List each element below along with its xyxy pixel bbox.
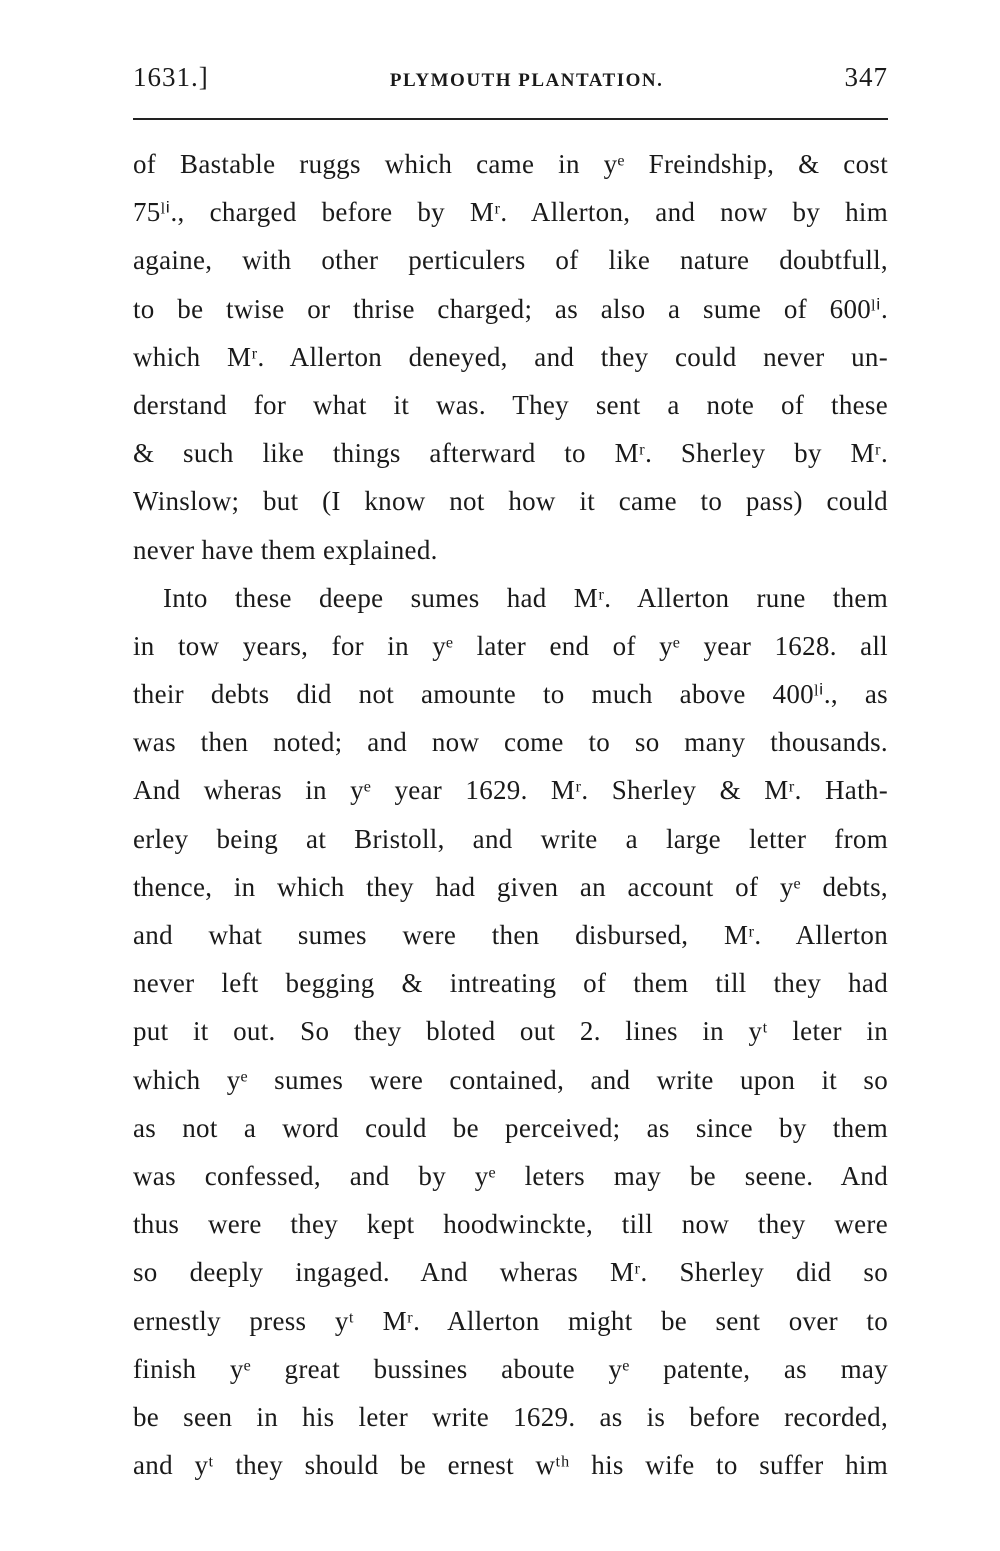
text-line: to be twise or thrise charged; as also a sume of 600ˡⁱ. [133,293,888,324]
text-line: thus were they kept hoodwinckte, till now they were [133,1209,888,1240]
text-line: thence, in which they had given an account of yᵉ debts, [133,871,888,902]
text-line: their debts did not amounte to much above 400ˡⁱ., as [133,679,888,710]
text-line: which Mʳ. Allerton deneyed, and they could never un- [133,341,888,372]
text-line: was then noted; and now come to so many thousands. [133,727,888,758]
text-line: erley being at Bristoll, and write a large letter from [133,823,888,854]
text-line: be seen in his leter write 1629. as is before recorded, [133,1401,888,1432]
text-line: derstand for what it was. They sent a note of these [133,389,888,420]
text-line: as not a word could be perceived; as since by them [133,1112,888,1143]
text-line: never left begging & intreating of them till they had [133,968,888,999]
running-head-year: 1631.] [133,62,209,92]
text-line: never have them explained. [133,534,438,565]
text-line: finish yᵉ great bussines aboute yᵉ patente, as may [133,1353,888,1384]
body-text [133,140,888,1489]
header-rule [133,118,888,120]
running-head [133,62,888,102]
text-line: and yᵗ they should be ernest wᵗʰ his wife to suffer him [133,1450,888,1481]
text-line: & such like things afterward to Mʳ. Sherley by Mʳ. [133,438,888,469]
text-line: of Bastable ruggs which came in yᵉ Freindship, & cost [133,149,888,179]
page-number: 347 [844,62,888,92]
text-line: in tow years, for in yᵉ later end of yᵉ year 1628. all [133,630,888,661]
text-line: so deeply ingaged. And wheras Mʳ. Sherley did so [133,1257,888,1288]
text-line: And wheras in yᵉ year 1629. Mʳ. Sherley & Mʳ. Hath- [133,775,888,806]
text-line: put it out. So they bloted out 2. lines in yᵗ leter in [133,1016,888,1047]
running-head-title: PLYMOUTH PLANTATION. [389,70,664,91]
text-line: againe, with other perticulers of like nature doubtfull, [133,245,888,276]
text-line: 75ˡⁱ., charged before by Mʳ. Allerton, and now by him [133,197,888,228]
text-line: which yᵉ sumes were contained, and write upon it so [133,1064,888,1095]
text-line: was confessed, and by yᵉ leters may be seene. And [133,1160,888,1191]
text-line: and what sumes were then disbursed, Mʳ. Allerton [133,920,888,950]
text-line: Into these deepe sumes had Mʳ. Allerton rune them [163,582,888,613]
text-line: Winslow; but (I know not how it came to pass) could [133,486,888,517]
text-line: ernestly press yᵗ Mʳ. Allerton might be sent over to [133,1305,888,1336]
